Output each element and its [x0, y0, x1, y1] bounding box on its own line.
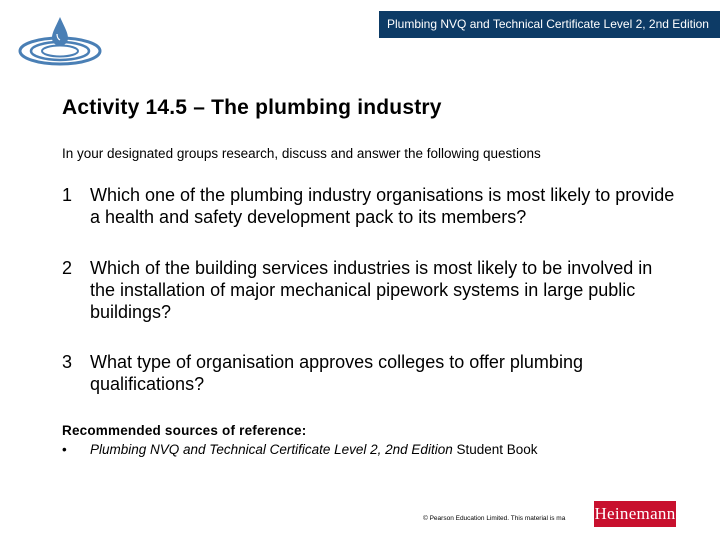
question-text: Which of the building services industries is most likely to be involved in the installation of major mechanical pipework systems in large public buildings? — [90, 258, 653, 322]
water-drop-logo-icon — [14, 14, 106, 68]
question-text: Which one of the plumbing industry organisations is most likely to provide a health and safety development pack to its members? — [90, 185, 675, 227]
copyright-notice: © Pearson Education Limited. This material is ma — [423, 515, 566, 522]
reference-suffix: Student Book — [452, 442, 538, 457]
intro-text: In your designated groups research, discuss and answer the following questions — [62, 146, 541, 161]
bullet-icon: • — [62, 442, 67, 457]
course-banner — [379, 11, 720, 38]
question-number: 2 — [62, 258, 73, 278]
page-title: Activity 14.5 – The plumbing industry — [62, 96, 442, 119]
question-number: 1 — [62, 185, 73, 205]
reference-title: Plumbing NVQ and Technical Certificate Level 2, 2nd Edition — [90, 442, 453, 457]
question-item — [62, 351, 682, 395]
references-heading: Recommended sources of reference: — [62, 423, 307, 438]
course-banner-text: Plumbing NVQ and Technical Certificate Level 2, 2nd Edition — [387, 17, 709, 31]
question-number: 3 — [62, 352, 73, 372]
question-item — [62, 257, 682, 323]
question-text: What type of organisation approves colleges to offer plumbing qualifications? — [90, 352, 583, 394]
publisher-logo: Heinemann — [594, 501, 676, 527]
reference-item — [62, 442, 538, 457]
question-item — [62, 184, 682, 228]
